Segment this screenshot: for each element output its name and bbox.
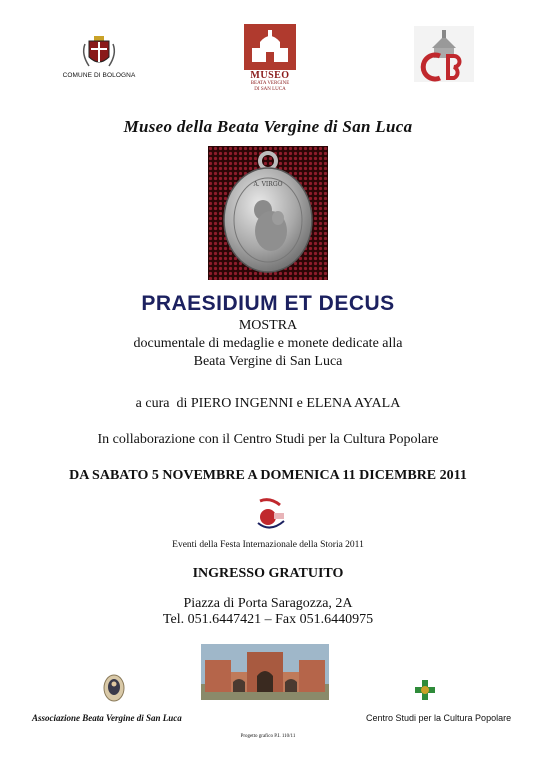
admission-free: INGRESSO GRATUITO [192, 566, 344, 581]
museo-logo [242, 22, 298, 96]
footer-centro-studi: Centro Studi per la Cultura Popolare [366, 713, 512, 723]
madonna-icon [103, 674, 125, 702]
exhibition-description-2: Beata Vergine di San Luca [193, 354, 343, 369]
green-cross-icon [414, 679, 436, 701]
medal-photo [208, 146, 328, 280]
associazione-logo [103, 674, 125, 702]
phone-fax: Tel. 051.6447421 – Fax 051.6440975 [162, 612, 374, 627]
comune-di-bologna-logo [58, 32, 140, 84]
medal-image [208, 146, 328, 280]
footer-associazione: Associazione Beata Vergine di San Luca [32, 713, 182, 723]
curators: a cura di PIERO INGENNI e ELENA AYALA [135, 396, 401, 411]
museum-title: Museo della Beata Vergine di San Luca [123, 117, 413, 136]
museo-logo-line1: MUSEO [250, 70, 290, 81]
centro-studi-small-logo [414, 679, 436, 701]
address: Piazza di Porta Saragozza, 2A [183, 596, 353, 611]
museo-logo-line3: DI SAN LUCA [254, 87, 286, 92]
museo-logo-line2: BEATA VERGINE [250, 81, 290, 86]
porta-saragozza-photo [201, 644, 329, 700]
centro-studi-logo [414, 26, 474, 82]
medal-inscription: A. VIRGO [253, 181, 283, 188]
exhibition-description-1: documentale di medaglie e monete dedicate alla [133, 336, 403, 351]
collaboration-note: In collaborazione con il Centro Studi per la Cultura Popolare [97, 432, 439, 447]
event-note: Eventi della Festa Internazionale della Storia 2011 [172, 540, 364, 550]
bologna-crest-icon [58, 32, 140, 72]
festa-storia-logo [254, 497, 286, 531]
church-cb-icon [414, 26, 474, 82]
city-gate-image [201, 644, 329, 700]
bologna-caption: COMUNE DI BOLOGNA [62, 72, 136, 79]
design-credits: Progetto grafico P.I. 110/11 [240, 734, 296, 739]
exhibition-title: PRAESIDIUM ET DECUS [141, 292, 395, 315]
exhibition-type: MOSTRA [238, 318, 298, 333]
exhibition-dates: DA SABATO 5 NOVEMBRE A DOMENICA 11 DICEMBRE 2011 [69, 468, 467, 483]
festa-storia-icon [254, 497, 286, 531]
